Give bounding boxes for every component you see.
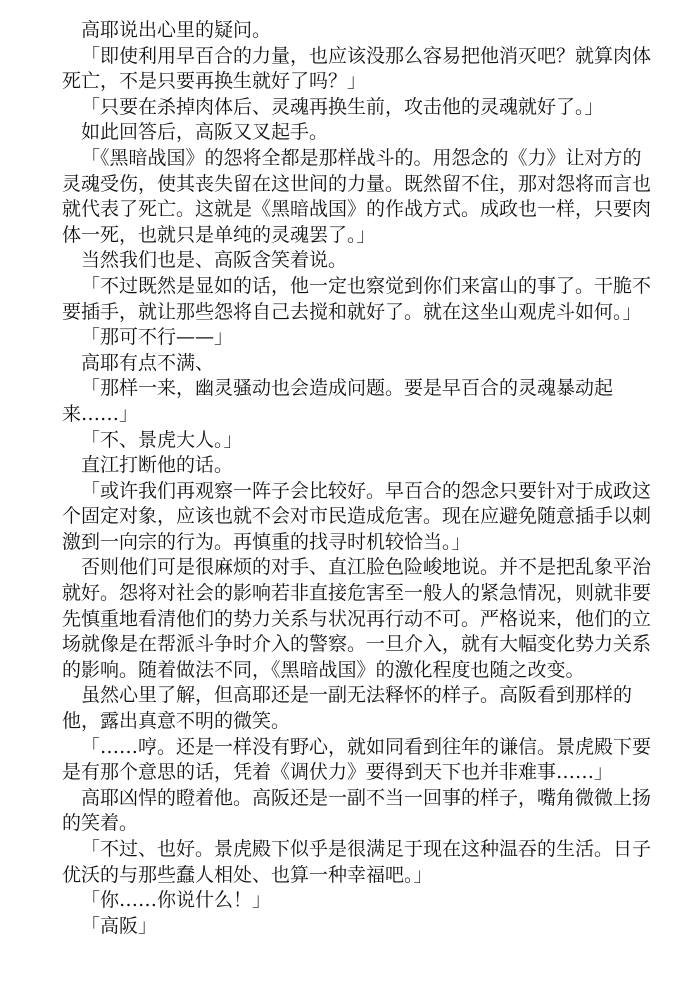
paragraph: 「只要在杀掉肉体后、灵魂再换生前，攻击他的灵魂就好了。」 — [81, 95, 604, 118]
paragraph: 直江打断他的话。 — [81, 454, 234, 477]
paragraph: 「那样一来，幽灵骚动也会造成问题。要是早百合的灵魂暴动起来……」 — [62, 377, 614, 425]
paragraph: 高耶凶悍的瞪着他。高阪还是一副不当一回事的样子，嘴角微微上扬的笑着。 — [62, 786, 652, 835]
paragraph: 高耶说出心里的疑问。 — [81, 19, 272, 41]
paragraph: 「《黑暗战国》的怨将全都是那样战斗的。用怨念的《力》让对方的灵魂受伤，使其丧失留在这世间的力量。既然留不住，那对怨将而言也就代表了死亡。这就是《黑暗战国》的作战方式。成政也一样，只要肉体一死，也就只是单纯的灵魂罢了。」 — [62, 146, 652, 246]
paragraph: 「或许我们再观察一阵子会比较好。早百合的怨念只要针对于成政这个固定对象，应该也就不会对市民造成危害。现在应避免随意插手以刺激到一向宗的行为。再慎重的找寻时机较恰当。」 — [62, 479, 652, 553]
paragraph: 如此回答后，高阪又叉起手。 — [81, 121, 329, 144]
paragraph: 「……哼。还是一样没有野心，就如同看到往年的谦信。景虎殿下要是有那个意思的话，凭着《调伏力》要得到天下也并非难事……」 — [62, 735, 652, 784]
paragraph: 「你……你说什么！」 — [81, 889, 272, 912]
paragraph: 「即使利用早百合的力量，也应该没那么容易把他消灭吧？就算肉体死亡，不是只要再换生就好了吗？」 — [62, 44, 652, 93]
paragraph: 「不过、也好。景虎殿下似乎是很满足于现在这种温吞的生活。日子优沃的与那些蠢人相处、也算一种幸福吧。」 — [62, 838, 652, 886]
paragraph: 否则他们可是很麻烦的对手、直江脸色险峻地说。并不是把乱象平治就好。怨将对社会的影响若非直接危害至一般人的紧急情况，则就非要先慎重地看清他们的势力关系与状况再行动不可。严格说来，他们的立场就像是在帮派斗争时介入的警察。一旦介入，就有大幅变化势力关系的影响。随着做法不同，《黑暗战国》的激化程度也随之改变。 — [62, 556, 652, 681]
paragraph: 高耶有点不满、 — [81, 351, 215, 374]
paragraph: 「不过既然是显如的话，他一定也察觉到你们来富山的事了。干脆不要插手，就让那些怨将自己去搅和就好了。就在这坐山观虎斗如何。」 — [62, 274, 652, 323]
paragraph: 当然我们也是、高阪含笑着说。 — [81, 249, 348, 272]
paragraph: 「高阪」 — [81, 914, 158, 937]
paragraph: 「那可不行——」 — [81, 326, 234, 349]
paragraph: 「不、景虎大人。」 — [81, 428, 243, 451]
paragraph: 虽然心里了解，但高耶还是一副无法释怀的样子。高阪看到那样的他，露出真意不明的微笑。 — [62, 684, 633, 733]
